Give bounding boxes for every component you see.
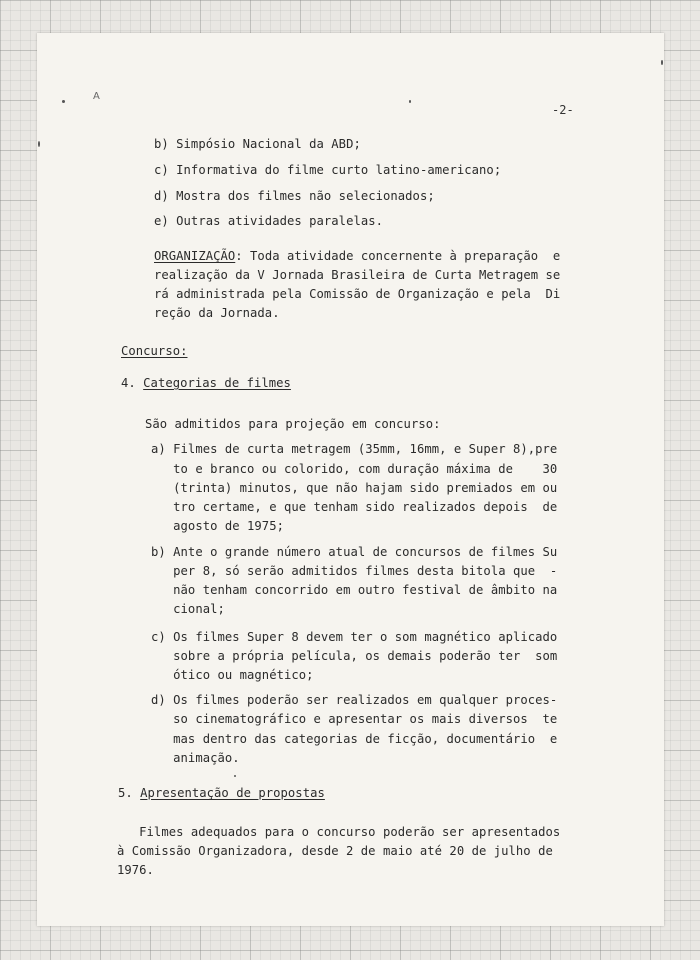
item-a-line: a) Filmes de curta metragem (35mm, 16mm, e Super 8),pre: [151, 442, 558, 456]
item-b-line: cional;: [151, 602, 225, 616]
organizacao-paragraph-line: reção da Jornada.: [154, 306, 280, 320]
section-4-heading: [121, 376, 291, 390]
item-d-line: d) Os filmes poderão ser realizados em qualquer proces-: [151, 693, 558, 707]
section-5-line: 1976.: [117, 863, 154, 877]
list-item-d: d) Mostra dos filmes não selecionados;: [154, 189, 435, 203]
concurso-heading: Concurso:: [121, 344, 188, 358]
section-4-number: 4.: [121, 376, 136, 390]
list-item-e: e) Outras atividades paralelas.: [154, 214, 384, 228]
item-c-line: c) Os filmes Super 8 devem ter o som magnético aplicado: [151, 630, 558, 644]
organizacao-paragraph-line: [154, 249, 560, 263]
item-a-line: to e branco ou colorido, com duração máxima de 30: [151, 462, 558, 476]
section-5-line: à Comissão Organizadora, desde 2 de maio até 20 de julho de: [117, 844, 553, 858]
list-item-c: c) Informativa do filme curto latino-americano;: [154, 163, 502, 177]
section-5-heading: [118, 786, 325, 800]
item-d-line: so cinematográfico e apresentar os mais diversos te: [151, 712, 558, 726]
organizacao-paragraph-line: rá administrada pela Comissão de Organização e pela Di: [154, 287, 561, 301]
item-d-line: animação.: [151, 751, 240, 765]
organizacao-paragraph-line: realização da V Jornada Brasileira de Curta Metragem se: [154, 268, 561, 282]
item-b-line: b) Ante o grande número atual de concursos de filmes Su: [151, 545, 558, 559]
page-number: -2-: [552, 103, 574, 117]
section-5-line: Filmes adequados para o concurso poderão ser apresentados: [117, 825, 561, 839]
organizacao-text: : Toda atividade concernente à preparação e: [235, 249, 561, 263]
item-b-line: não tenham concorrido em outro festival de âmbito na: [151, 583, 558, 597]
list-item-b: b) Simpósio Nacional da ABD;: [154, 137, 361, 151]
item-c-line: sobre a própria película, os demais poderão ter som: [151, 649, 558, 663]
item-a-line: agosto de 1975;: [151, 519, 284, 533]
section-4-intro: São admitidos para projeção em concurso:: [145, 417, 441, 431]
item-a-line: (trinta) minutos, que não hajam sido premiados em ou: [151, 481, 558, 495]
organizacao-label: ORGANIZAÇÃO: [154, 249, 236, 263]
section-5-title: Apresentação de propostas: [140, 786, 325, 800]
item-d-line: mas dentro das categorias de ficção, documentário e: [151, 732, 558, 746]
item-b-line: per 8, só serão admitidos filmes desta bitola que -: [151, 564, 558, 578]
paper-speck: [409, 100, 411, 103]
paper-speck: [661, 60, 663, 65]
paper-speck: [62, 100, 65, 103]
stray-mark: A: [93, 91, 100, 102]
item-a-line: tro certame, e que tenham sido realizados depois de: [151, 500, 558, 514]
paper-speck: [234, 775, 236, 777]
paper-speck: [38, 141, 40, 147]
item-c-line: ótico ou magnético;: [151, 668, 314, 682]
section-5-number: 5.: [118, 786, 133, 800]
section-4-title: Categorias de filmes: [143, 376, 291, 390]
